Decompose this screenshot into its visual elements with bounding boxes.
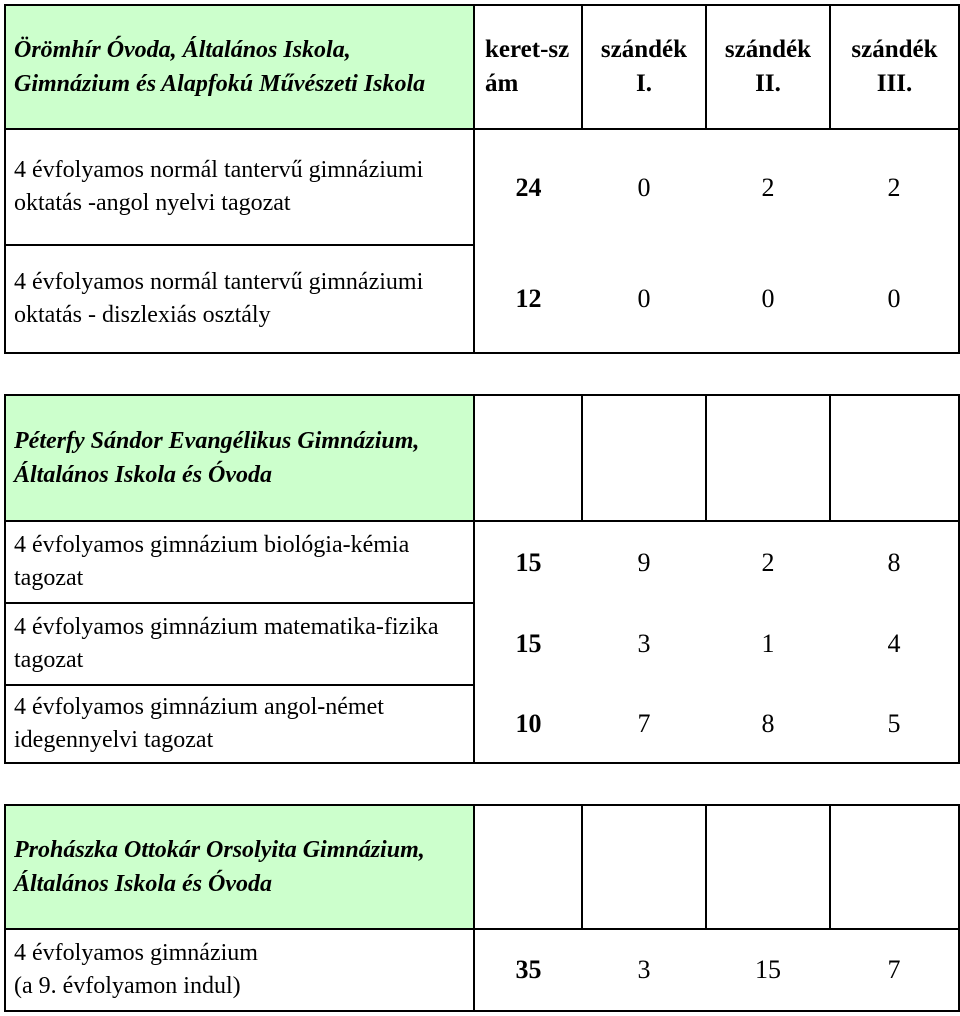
- table-row: [5, 603, 959, 685]
- szandek-1-value: 9: [582, 521, 706, 603]
- program-cell: [5, 245, 474, 353]
- program-name: 4 évfolyamos gimnázium matematika-fizika tagozat: [14, 614, 439, 673]
- school-name-cell: [5, 5, 474, 129]
- program-cell: [5, 129, 474, 245]
- szandek-3-value: 7: [830, 929, 959, 1011]
- empty-cell: [474, 395, 582, 521]
- szandek-2-value: 0: [706, 245, 830, 353]
- empty-cell: [582, 395, 706, 521]
- szandek-3-value: 5: [830, 685, 959, 763]
- school-name: Örömhír Óvoda, Általános Iskola, Gimnázium és Alapfokú Művészeti Iskola: [14, 37, 426, 97]
- program-cell: [5, 603, 474, 685]
- empty-cell: [830, 805, 959, 929]
- szandek-2-value: 15: [706, 929, 830, 1011]
- header-szandek-1-label: szándék I.: [600, 36, 688, 97]
- table-row: [5, 929, 959, 1011]
- table-section-1: [4, 4, 960, 354]
- empty-cell: [830, 395, 959, 521]
- header-szandek-2: [706, 5, 830, 129]
- table-row: [5, 129, 959, 245]
- program-name: 4 évfolyamos gimnázium angol-német idegennyelvi tagozat: [14, 694, 384, 753]
- szandek-3-value: 2: [830, 129, 959, 245]
- table-section-3: [4, 804, 960, 1012]
- program-cell: [5, 685, 474, 763]
- empty-cell: [706, 805, 830, 929]
- program-cell: [5, 929, 474, 1011]
- school-name-cell: [5, 805, 474, 929]
- keretszam-value: 10: [474, 685, 582, 763]
- empty-cell: [474, 805, 582, 929]
- szandek-2-value: 8: [706, 685, 830, 763]
- program-name: 4 évfolyamos gimnázium biológia-kémia tagozat: [14, 532, 410, 591]
- szandek-1-value: 3: [582, 929, 706, 1011]
- program-name: 4 évfolyamos normál tantervű gimnáziumi oktatás - diszlexiás osztály: [14, 269, 424, 328]
- empty-cell: [706, 395, 830, 521]
- school-name: Prohászka Ottokár Orsolyita Gimnázium, Általános Iskola és Óvoda: [14, 837, 425, 897]
- keretszam-value: 24: [474, 129, 582, 245]
- program-cell: [5, 521, 474, 603]
- table-row: [5, 245, 959, 353]
- header-keret-label: keret-szám: [485, 36, 570, 97]
- header-szandek-1: [582, 5, 706, 129]
- table-row: [5, 521, 959, 603]
- school-name: Péterfy Sándor Evangélikus Gimnázium, Általános Iskola és Óvoda: [14, 428, 420, 488]
- program-name-line-2: (a 9. évfolyamon indul): [14, 973, 241, 999]
- table-row: [5, 685, 959, 763]
- szandek-3-value: 4: [830, 603, 959, 685]
- keretszam-value: 15: [474, 603, 582, 685]
- szandek-1-value: 0: [582, 129, 706, 245]
- keretszam-value: 35: [474, 929, 582, 1011]
- szandek-2-value: 2: [706, 521, 830, 603]
- szandek-2-value: 2: [706, 129, 830, 245]
- szandek-3-value: 0: [830, 245, 959, 353]
- header-szandek-3: [830, 5, 959, 129]
- empty-cell: [582, 805, 706, 929]
- keretszam-value: 12: [474, 245, 582, 353]
- table-section-2: [4, 394, 960, 764]
- szandek-1-value: 3: [637, 629, 651, 658]
- szandek-3-value: 8: [830, 521, 959, 603]
- program-name: 4 évfolyamos normál tantervű gimnáziumi oktatás -angol nyelvi tagozat: [14, 157, 424, 216]
- szandek-2-value: 1: [761, 629, 775, 658]
- header-szandek-3-label: szándék III.: [851, 36, 938, 97]
- program-name-line-1: 4 évfolyamos gimnázium: [14, 940, 258, 966]
- szandek-1-value: 0: [582, 245, 706, 353]
- school-name-cell: [5, 395, 474, 521]
- keretszam-value: 15: [474, 521, 582, 603]
- header-keret: [474, 5, 582, 129]
- szandek-1-value: 7: [582, 685, 706, 763]
- header-szandek-2-label: szándék II.: [724, 36, 812, 97]
